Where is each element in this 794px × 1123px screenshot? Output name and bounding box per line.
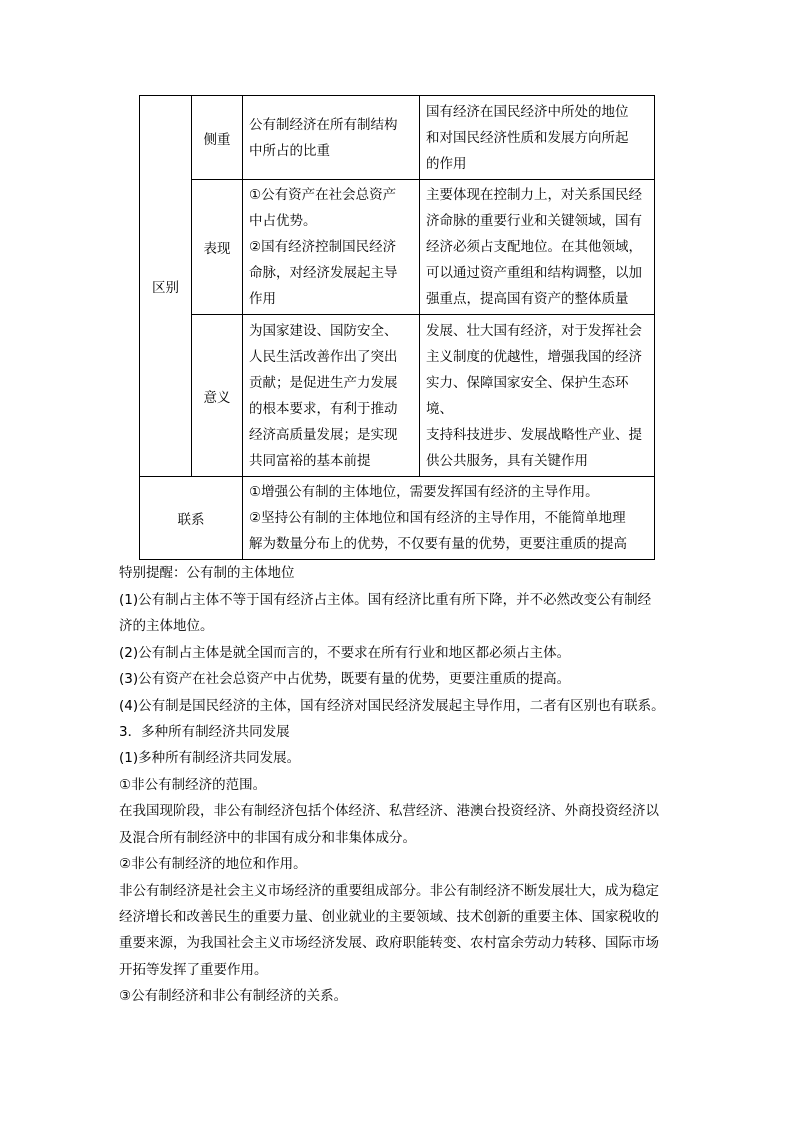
paragraph-line: (3)公有资产在社会总资产中占优势，既要有量的优势，更要注重质的提高。: [119, 671, 571, 687]
table-cell: 公有制经济在所有制结构 中所占的比重: [243, 96, 420, 180]
row-label: 侧重: [192, 96, 243, 180]
row-label: 表现: [192, 180, 243, 315]
row-label: 联系: [140, 477, 243, 560]
paragraph-line: 开拓等发挥了重要作用。: [119, 962, 268, 978]
paragraph-line: (1)多种所有制经济共同发展。: [119, 750, 301, 766]
table-row: [140, 180, 655, 315]
paragraph-line: 在我国现阶段，非公有制经济包括个体经济、私营经济、港澳台投资经济、外商投资经济以: [119, 803, 659, 819]
table-cell: 主要体现在控制力上，对关系国民经 济命脉的重要行业和关键领域，国有 经济必须占支配地位。在其他领域， 可以通过资产重组和结构调整，以加 强重点，提高国有资产的整体质量: [420, 180, 655, 315]
section-heading: 3．多种所有制经济共同发展: [119, 724, 290, 740]
paragraph-line: (2)公有制占主体是就全国而言的，不要求在所有行业和地区都必须占主体。: [119, 645, 571, 661]
paragraph-line: 非公有制经济是社会主义市场经济的重要组成部分。非公有制经济不断发展壮大，成为稳定: [119, 883, 659, 899]
comparison-table: [139, 95, 655, 560]
table-cell: 为国家建设、国防安全、 人民生活改善作出了突出 贡献；是促进生产力发展 的根本要求，有利于推动 经济高质量发展；是实现 共同富裕的基本前提: [243, 315, 420, 477]
table-cell: ①增强公有制的主体地位，需要发挥国有经济的主导作用。 ②坚持公有制的主体地位和国有经济的主导作用，不能简单地理 解为数量分布上的优势，不仅要有量的优势，更要注重质的提高: [243, 477, 655, 560]
table-row: [140, 96, 655, 180]
paragraph-line: 特别提醒：公有制的主体地位: [119, 565, 295, 581]
row-label: 意义: [192, 315, 243, 477]
paragraph-line: ②非公有制经济的地位和作用。: [119, 856, 307, 872]
paragraph-line: (4)公有制是国民经济的主体，国有经济对国民经济发展起主导作用，二者有区别也有联系。: [119, 698, 665, 714]
paragraph-line: ③公有制经济和非公有制经济的关系。: [119, 988, 348, 1004]
paragraph-line: 经济增长和改善民生的重要力量、创业就业的主要领域、技术创新的重要主体、国家税收的: [119, 909, 659, 925]
table-row: [140, 315, 655, 477]
paragraph-line: 及混合所有制经济中的非国有成分和非集体成分。: [119, 830, 416, 846]
paragraph-line: 济的主体地位。: [119, 618, 214, 634]
paragraph-line: 重要来源，为我国社会主义市场经济发展、政府职能转变、农村富余劳动力转移、国际市场: [119, 935, 659, 951]
table-cell: ①公有资产在社会总资产 中占优势。 ②国有经济控制国民经济 命脉，对经济发展起主导 作用: [243, 180, 420, 315]
table-row: [140, 477, 655, 560]
table-cell: 国有经济在国民经济中所处的地位 和对国民经济性质和发展方向所起 的作用: [420, 96, 655, 180]
paragraph-line: (1)公有制占主体不等于国有经济占主体。国有经济比重有所下降，并不必然改变公有制经: [119, 592, 652, 608]
paragraph-line: ①非公有制经济的范围。: [119, 777, 267, 793]
table-cell: 发展、壮大国有经济，对于发挥社会 主义制度的优越性，增强我国的经济 实力、保障国家安全、保护生态环境、 支持科技进步、发展战略性产业、提 供公共服务，具有关键作用: [420, 315, 655, 477]
row-group-label: 区别: [140, 96, 192, 477]
